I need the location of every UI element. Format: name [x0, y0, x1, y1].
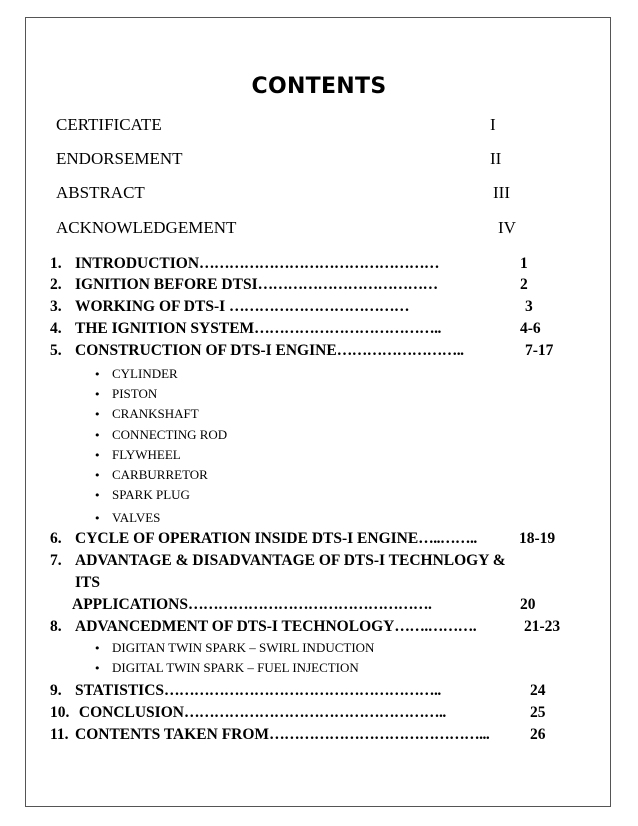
entry-page-number: 1	[520, 255, 528, 272]
entry-leader: ……………………..	[336, 342, 464, 359]
list-item: • CYLINDER	[94, 366, 178, 381]
bullet-icon: •	[94, 512, 101, 525]
bullet-icon: •	[94, 449, 101, 462]
entry-number: 7.	[50, 552, 62, 569]
prelim-certificate-page: I	[490, 115, 496, 134]
toc-entry-construction	[50, 342, 463, 360]
prelim-acknowledgement-label: ACKNOWLEDGEMENT	[56, 218, 237, 237]
entry-leader: …..……..	[418, 530, 477, 547]
list-item: • CARBURRETOR	[94, 467, 208, 482]
entry-label: STATISTICS	[75, 682, 165, 699]
prelim-endorsement-label: ENDORSEMENT	[56, 149, 183, 168]
entry-page-number: 4-6	[520, 320, 541, 337]
toc-entry-advancement	[50, 618, 476, 636]
entry-page-number: 18-19	[519, 530, 556, 547]
toc-entry-contents-taken-from	[50, 726, 489, 744]
entry-number: 2.	[50, 276, 62, 293]
entry-page-number: 21-23	[524, 618, 561, 635]
prelim-abstract-page: III	[493, 183, 510, 202]
entry-label: CONTENTS TAKEN FROM	[75, 726, 270, 743]
entry-number: 3.	[50, 298, 62, 315]
bullet-icon: •	[94, 429, 101, 442]
toc-entry-ignition-system	[50, 320, 441, 338]
entry-page-number: 3	[525, 298, 533, 315]
entry-label: CONSTRUCTION OF DTS-I ENGINE	[75, 342, 337, 359]
toc-entry-advantage-disadvantage	[50, 552, 506, 570]
entry-number: 9.	[50, 682, 62, 699]
entry-leader: ………………………………………………..	[164, 682, 441, 699]
entry-number: 11.	[50, 726, 69, 743]
toc-entry-statistics	[50, 682, 441, 700]
toc-entry-conclusion	[50, 704, 446, 722]
list-item: • DIGITAL TWIN SPARK – FUEL INJECTION	[94, 660, 359, 675]
prelim-acknowledgement-page: IV	[498, 218, 516, 237]
entry-number: 8.	[50, 618, 62, 635]
prelim-endorsement-page: II	[490, 149, 502, 168]
toc-entry-cycle-of-operation	[50, 530, 477, 548]
entry-page-number: 24	[530, 682, 546, 699]
toc-entry-introduction	[50, 255, 439, 273]
entry-leader: ……………………………………...	[269, 726, 490, 743]
list-item: • SPARK PLUG	[94, 487, 190, 502]
entry-leader: ………………………………	[257, 276, 438, 293]
entry-label: ADVANCEDMENT OF DTS-I TECHNOLOGY	[75, 618, 395, 635]
entry-leader: ………………………………..	[254, 320, 441, 337]
toc-entry-ignition-before-dtsi	[50, 276, 438, 294]
entry-number: 10.	[50, 704, 70, 721]
bullet-icon: •	[94, 408, 101, 421]
entry-number: 4.	[50, 320, 62, 337]
page-title: CONTENTS	[251, 74, 387, 99]
prelim-certificate-label: CERTIFICATE	[56, 115, 162, 134]
entry-label: APPLICATIONS	[72, 596, 188, 613]
entry-page-number: 2	[520, 276, 528, 293]
entry-page-number: 7-17	[525, 342, 554, 359]
bullet-icon: •	[94, 662, 101, 675]
entry-number: 5.	[50, 342, 62, 359]
bullet-icon: •	[94, 368, 101, 381]
toc-entry-working-of-dtsi	[50, 298, 409, 316]
entry-label: WORKING OF DTS-I	[75, 298, 230, 315]
entry-leader: ………………………………	[229, 298, 410, 315]
list-item: • PISTON	[94, 386, 158, 401]
entry-label: CYCLE OF OPERATION INSIDE DTS-I ENGINE	[75, 530, 419, 547]
entry-leader: ………………………………………….	[187, 596, 432, 613]
list-item: • VALVES	[94, 510, 161, 525]
entry-leader: ……………………………………………..	[183, 704, 446, 721]
entry-page-number: 26	[530, 726, 546, 743]
entry-number: 1.	[50, 255, 62, 272]
entry-continuation	[72, 596, 431, 614]
entry-continuation: ITS	[75, 574, 100, 591]
list-item: • DIGITAN TWIN SPARK – SWIRL INDUCTION	[94, 640, 375, 655]
bullet-icon: •	[94, 469, 101, 482]
bullet-icon: •	[94, 489, 101, 502]
entry-label: IGNITION BEFORE DTSI	[75, 276, 258, 293]
list-item: • CRANKSHAFT	[94, 406, 199, 421]
list-item: • CONNECTING ROD	[94, 427, 228, 442]
prelim-abstract-label: ABSTRACT	[56, 183, 145, 202]
entry-label: ADVANTAGE & DISADVANTAGE OF DTS-I TECHNLOGY &	[75, 552, 506, 569]
entry-leader: …….……….	[394, 618, 477, 635]
entry-leader: …………………………………………	[199, 255, 440, 272]
entry-label: THE IGNITION SYSTEM	[75, 320, 255, 337]
list-item: • FLYWHEEL	[94, 447, 181, 462]
entry-label: INTRODUCTION	[75, 255, 200, 272]
bullet-icon: •	[94, 642, 101, 655]
bullet-icon: •	[94, 388, 101, 401]
entry-page-number: 25	[530, 704, 546, 721]
entry-page-number: 20	[520, 596, 536, 613]
entry-number: 6.	[50, 530, 62, 547]
entry-label: CONCLUSION	[75, 704, 184, 721]
